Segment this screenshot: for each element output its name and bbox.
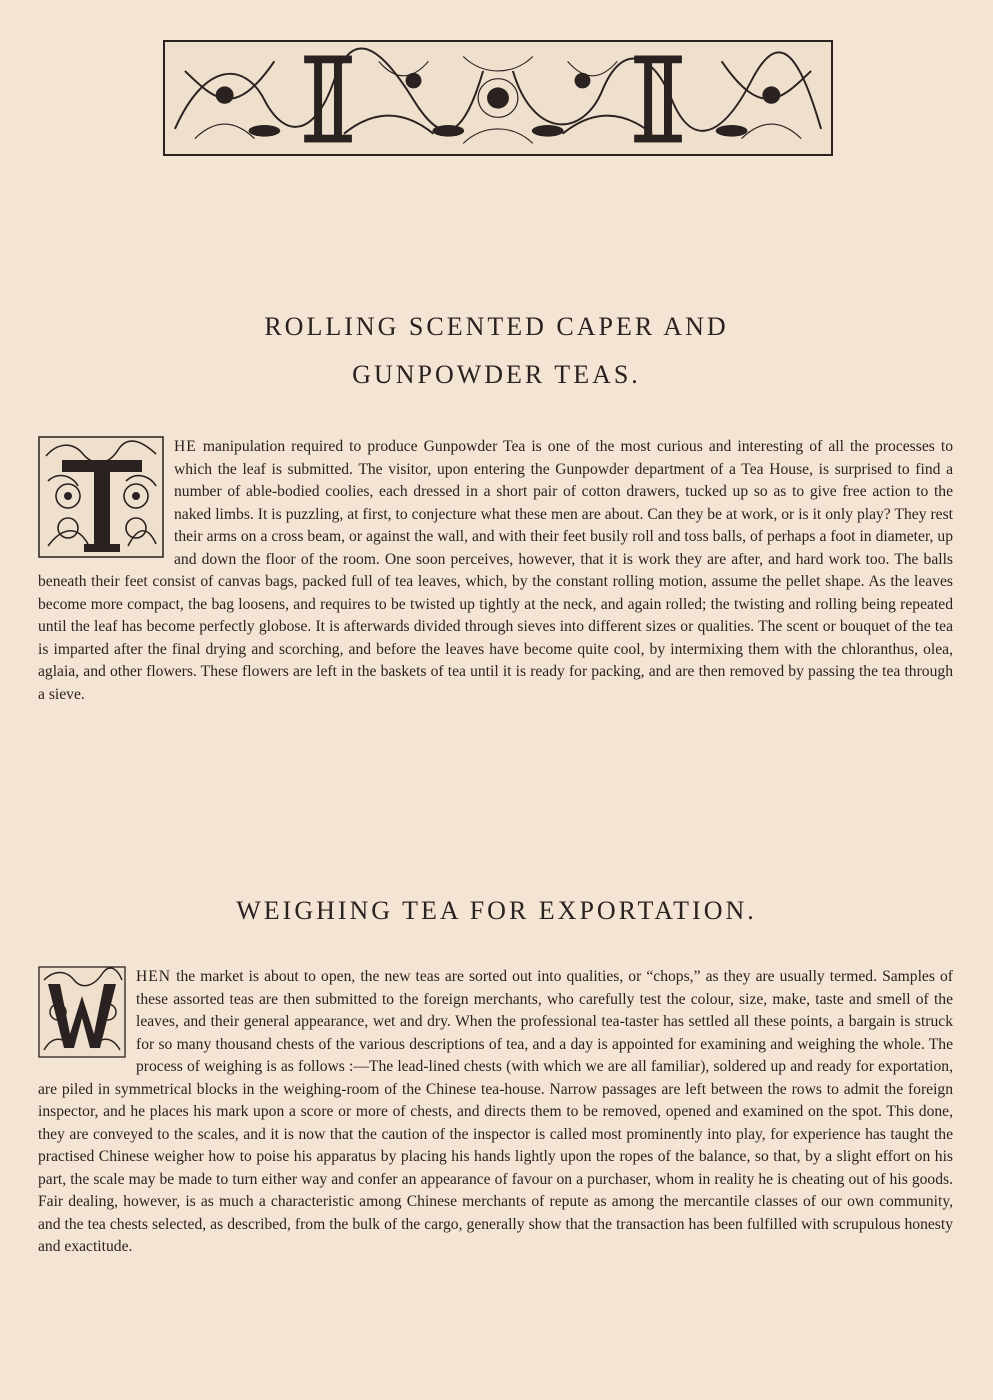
decorated-letter-w-icon [38, 966, 126, 1058]
section-weighing-text: the market is about to open, the new teas are sorted out into qualities, or “chops,” as they are usually termed. Samples of these assorted teas are then submitted to the foreign merchants, who carefully test the colour, size, make, taste and smell of the leaves, and their general appearance, wet and dry. When the professional tea-taster has settled all these points, a bargain is struck for so many thousand chests of the various descriptions of tea, and a day is appointed for examining and weighing the whole. The process of weighing is as follows :—The lead-lined chests (with which we are all familiar), soldered up and ready for exportation, are piled in symmetrical blocks in the weighing-room of the Chinese tea-house. Narrow passages are left between the rows to admit the foreign inspector, and he places his mark upon a score or more of chests, and directs them to be removed, opened and examined on the spot. This done, they are conveyed to the scales, and it is now that the caution of the inspector is called most prominently into play, for experience has taught the practised Chinese weigher how to poise his apparatus by placing his hands lightly upon the ropes of the balance, so that, by a slight effort on his part, the scale may be made to turn either way and confer an appearance of favour on a purchaser, whom in reality he is cheating out of his goods. Fair dealing, however, is as much a characteristic among Chinese merchants of repute as among the mercantile classes of our own community, and the tea chests selected, as described, from the bulk of the cargo, generally show that the transaction has been fulfilled with scrupulous honesty and exactitude. [38, 968, 953, 1255]
section-rolling-text: manipulation required to produce Gunpowder Tea is one of the most curious and interesting of all the processes to which the leaf is submitted. The visitor, upon entering the Gunpowder department of a Tea House, is surprised to find a number of able-bodied coolies, each dressed in a short pair of cotton drawers, tucked up so as to give free action to the naked limbs. It is puzzling, at first, to conjecture what these men are about. Can they be at work, or is it only play? They rest their arms on a cross beam, or against the wall, and with their feet busily roll and toss balls, of perhaps a foot in diameter, up and down the floor of the room. One soon perceives, however, that it is work they are after, and hard work too. The balls beneath their feet consist of canvas bags, packed full of tea leaves, which, by the constant rolling motion, assume the pellet shape. As the leaves become more compact, the bag loosens, and requires to be twisted up tightly at the neck, and again rolled; the twisting and rolling being repeated until the leaf has become perfectly globose. It is afterwards divided through sieves into different sizes or qualities. The scent or bouquet of the tea is imparted after the final drying and scorching, and before the leaves have become quite cool, by intermixing them with the chloranthus, olea, aglaia, and other flowers. These flowers are left in the baskets of tea until it is ready for packing, and are then removed by passing the tea through a sieve. [38, 438, 953, 703]
first-word-rest: HE [174, 438, 197, 455]
section-title-rolling-line2: GUNPOWDER TEAS. [352, 360, 641, 389]
decorated-letter-t-icon [38, 436, 164, 558]
first-word-rest: HEN [136, 968, 172, 985]
ornamental-initial-w [38, 966, 126, 1058]
section-weighing-body [38, 966, 953, 1259]
section-title-rolling: ROLLING SCENTED CAPER AND [264, 312, 729, 341]
section-rolling-body [38, 436, 953, 706]
foliage-ornament-icon [165, 42, 831, 154]
section-title-weighing: WEIGHING TEA FOR EXPORTATION. [236, 896, 757, 925]
ornamental-headpiece [163, 40, 833, 156]
ornamental-initial-t [38, 436, 164, 558]
